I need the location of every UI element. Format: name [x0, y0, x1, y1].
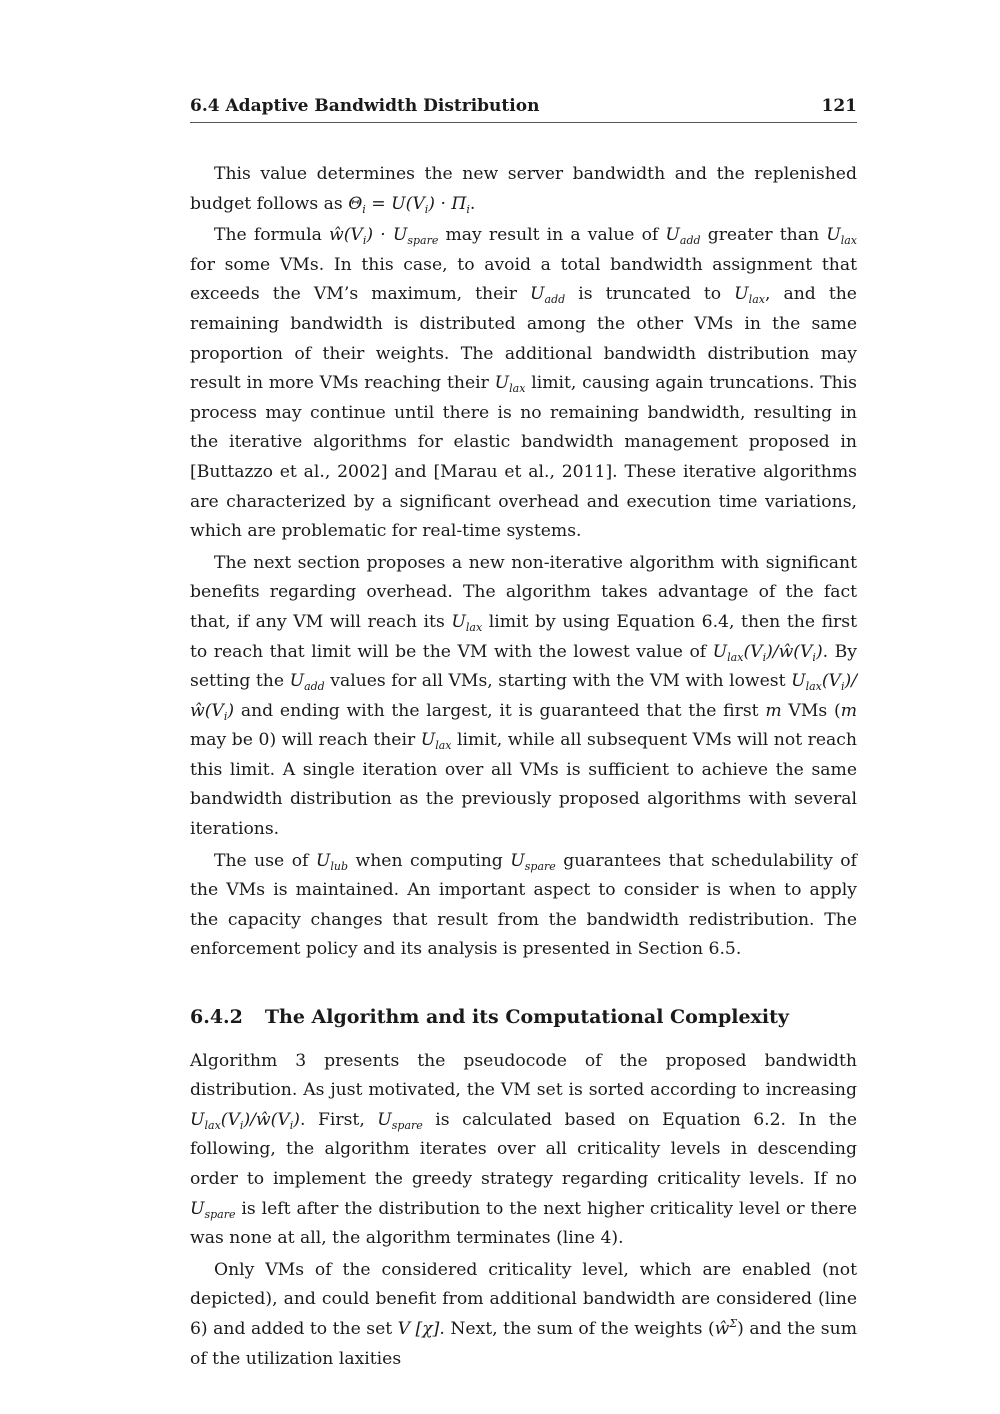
- text-run: is truncated to: [565, 284, 735, 305]
- math-expression: m: [840, 700, 857, 721]
- text-run: greater than: [700, 225, 827, 246]
- math-expression: $U_{add}$: [665, 225, 701, 248]
- section-number: 6.4.2: [190, 1006, 243, 1029]
- text-run: and ending with the largest, it is guaranteed that the first: [234, 700, 766, 721]
- running-header: [190, 96, 857, 123]
- math-expression: $U_{spare}$: [510, 850, 556, 873]
- text-run: The use of: [214, 850, 316, 871]
- math-expression: $U_{lax}(V_i)/ŵ(V_i)$: [190, 1109, 301, 1132]
- math-expression: $U_{add}$: [289, 671, 325, 694]
- text-run: . By setting the: [190, 641, 857, 692]
- text-run: Algorithm 3 presents the pseudocode of the proposed bandwidth distribution. As just motivated, the VM set is sorted according to increasing: [190, 1050, 857, 1101]
- math-expression: $U_{lax}$: [826, 225, 857, 248]
- text-run: may be 0) will reach their: [190, 730, 421, 751]
- text-run: when computing: [348, 850, 511, 871]
- text-run: limit, causing again truncations. This process may continue until there is no remaining bandwidth, resulting in the iterative algorithms for elastic bandwidth management proposed in [Buttazzo et al., 2002] and [Marau et al., 2011]. These iterative algorithms are characterized by a significant overhead and execution time variations, which are problematic for real-time systems.: [190, 373, 858, 542]
- paragraph-1: [190, 160, 857, 219]
- header-section-title: 6.4 Adaptive Bandwidth Distribution: [190, 96, 540, 116]
- math-expression: V [χ]: [397, 1318, 440, 1339]
- text-run: VMs (: [781, 700, 841, 721]
- math-expression: $U_{add}$: [530, 284, 566, 307]
- math-expression: $U_{lax}$: [420, 730, 452, 753]
- text-run: . Next, the sum of the weights (: [439, 1318, 715, 1339]
- math-expression: $ŵ(V_i) \cdot U_{spare}$: [329, 225, 439, 248]
- text-run: This value determines the new server bandwidth and the replenished budget follows as: [190, 164, 857, 214]
- text-run: may result in a value of: [438, 225, 666, 246]
- math-expression: $U_{lub}$: [315, 850, 349, 873]
- text-run: is left after the distribution to the next higher criticality level or there was none at all, the algorithm terminates (line 4).: [190, 1198, 857, 1249]
- math-expression: $U_{lax}$: [734, 284, 765, 307]
- paragraph-6: [190, 1256, 857, 1374]
- paragraph-2: [190, 221, 857, 547]
- text-run: guarantees that schedulability of the VMs is maintained. An important aspect to consider is when to apply the capacity changes that result from the bandwidth redistribution. The enforcement policy and its analysis is presented in Section 6.5.: [190, 850, 858, 960]
- section-title: The Algorithm and its Computational Complexity: [264, 1006, 789, 1029]
- math-expression: $\Theta_i = U(V_i) \cdot \Pi_i$: [348, 193, 470, 216]
- text-run: ) and the sum of the utilization laxities: [190, 1318, 857, 1369]
- text-run: The formula: [214, 225, 330, 246]
- paragraph-3: [190, 549, 857, 845]
- text-run: limit, while all subsequent VMs will not reach this limit. A single iteration over all VMs is sufficient to achieve the same bandwidth distribution as the previously proposed algorithms with several iterations.: [190, 730, 857, 840]
- text-run: limit by using Equation 6.4, then the first to reach that limit will be the VM with the lowest value of: [190, 611, 857, 662]
- section-heading: [190, 1003, 857, 1033]
- paragraph-5: [190, 1047, 857, 1254]
- math-expression: $ŵ^\Sigma$: [714, 1316, 738, 1339]
- math-expression: $U_{lax}$: [451, 611, 483, 634]
- math-expression: $U_{spare}$: [190, 1198, 236, 1221]
- math-expression: $U_{lax}(V_i)/ŵ(V_i)$: [190, 671, 857, 723]
- text-run: . First,: [300, 1109, 378, 1130]
- header-page-number: 121: [821, 96, 857, 116]
- text-run: is calculated based on Equation 6.2. In the following, the algorithm iterates over all criticality levels in descending order to implement the greedy strategy regarding criticality levels. If no: [190, 1109, 857, 1189]
- text-run: The next section proposes a new non-iterative algorithm with significant benefits regarding overhead. The algorithm takes advantage of the fact that, if any VM will reach its: [190, 552, 857, 632]
- math-expression: $U_{lax}$: [494, 373, 526, 396]
- text-run: .: [469, 193, 476, 214]
- paragraph-4: [190, 847, 857, 965]
- text-run: values for all VMs, starting with the VM with lowest: [324, 671, 792, 692]
- math-expression: m: [765, 700, 782, 721]
- text-run: Only VMs of the considered criticality level, which are enabled (not depicted), and could benefit from additional bandwidth are considered (line 6) and added to the set: [190, 1259, 857, 1339]
- math-expression: $U_{spare}$: [377, 1109, 423, 1132]
- text-run: , and the remaining bandwidth is distributed among the other VMs in the same proportion of their weights. The additional bandwidth distribution may result in more VMs reaching their: [190, 284, 857, 394]
- math-expression: $U_{lax}(V_i)/ŵ(V_i)$: [712, 641, 823, 664]
- body-text: [190, 160, 857, 1376]
- text-run: for some VMs. In this case, to avoid a total bandwidth assignment that exceeds the VM’s maximum, their: [190, 254, 857, 305]
